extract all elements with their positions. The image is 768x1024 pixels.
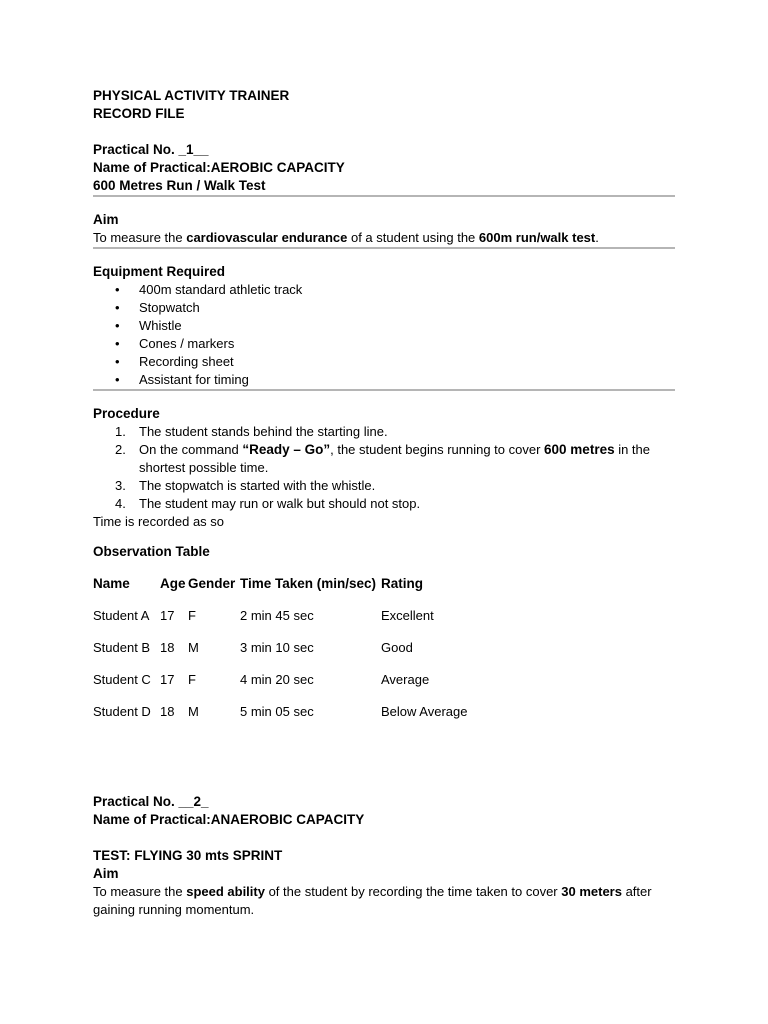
cell-time: 3 min 10 sec	[240, 640, 314, 655]
step-number: 4.	[115, 496, 126, 511]
equipment-item: Assistant for timing	[139, 372, 249, 387]
equipment-item: Stopwatch	[139, 300, 200, 315]
aim-emphasis: cardiovascular endurance	[186, 230, 348, 245]
equipment-list	[93, 281, 675, 389]
bullet-icon: •	[115, 282, 120, 297]
list-item	[93, 371, 675, 389]
aim-heading-2: Aim	[93, 866, 119, 881]
aim-text-part: after gaining running momentum.	[93, 884, 652, 917]
cell-rating: Excellent	[381, 608, 434, 623]
equipment-item: 400m standard athletic track	[139, 282, 303, 297]
procedure-step: The student stands behind the starting line.	[139, 424, 388, 439]
list-item	[93, 299, 675, 317]
cell-name: Student C	[93, 672, 151, 687]
list-item	[93, 353, 675, 371]
section-divider	[93, 247, 675, 249]
column-header-rating: Rating	[381, 576, 423, 591]
bullet-icon: •	[115, 372, 120, 387]
aim-text-part: .	[595, 230, 599, 245]
aim-text-part: To measure the	[93, 884, 187, 899]
cell-age: 18	[160, 640, 175, 655]
step-number: 2.	[115, 442, 126, 457]
aim-text-2	[93, 883, 675, 919]
cell-age: 17	[160, 608, 175, 623]
procedure-step: , the student begins running to cover	[330, 442, 545, 457]
cell-gender: F	[188, 672, 196, 687]
list-item	[93, 423, 675, 441]
observation-heading: Observation Table	[93, 544, 210, 559]
table-row	[93, 703, 468, 735]
aim-text	[93, 229, 675, 247]
procedure-step: The student may run or walk but should not stop.	[139, 496, 421, 511]
aim-emphasis: speed ability	[186, 884, 265, 899]
equipment-item: Cones / markers	[139, 336, 235, 351]
list-item	[93, 281, 675, 299]
practical-2-test: TEST: FLYING 30 mts SPRINT	[93, 848, 283, 863]
list-item	[93, 477, 675, 495]
bullet-icon: •	[115, 300, 120, 315]
table-row	[93, 671, 468, 703]
column-header-age: Age	[160, 576, 186, 591]
cell-gender: M	[188, 640, 199, 655]
list-item	[93, 441, 675, 477]
table-header-row	[93, 575, 468, 607]
practical-2-name: Name of Practical:ANAEROBIC CAPACITY	[93, 812, 365, 827]
cell-name: Student A	[93, 608, 150, 623]
procedure-heading: Procedure	[93, 406, 160, 421]
procedure-emphasis: 600 metres	[544, 442, 615, 457]
aim-text-part: To measure the	[93, 230, 187, 245]
procedure-trailing-text: Time is recorded as so	[93, 514, 225, 529]
list-item	[93, 495, 675, 513]
list-item	[93, 335, 675, 353]
procedure-list	[93, 423, 675, 513]
bullet-icon: •	[115, 318, 120, 333]
procedure-emphasis: “Ready – Go”	[242, 442, 331, 457]
cell-rating: Good	[381, 640, 413, 655]
document-title: PHYSICAL ACTIVITY TRAINER	[93, 88, 290, 103]
cell-rating: Average	[381, 672, 430, 687]
equipment-item: Recording sheet	[139, 354, 234, 369]
cell-rating: Below Average	[381, 704, 468, 719]
aim-emphasis: 30 meters	[561, 884, 622, 899]
cell-name: Student D	[93, 704, 151, 719]
section-divider	[93, 195, 675, 197]
procedure-step: in the shortest possible time.	[139, 442, 651, 475]
cell-age: 17	[160, 672, 175, 687]
bullet-icon: •	[115, 336, 120, 351]
document-subtitle: RECORD FILE	[93, 106, 185, 121]
document-content	[93, 87, 675, 919]
practical-2-number: Practical No. __2_	[93, 794, 209, 809]
procedure-step: On the command	[139, 442, 243, 457]
list-item	[93, 317, 675, 335]
aim-text-part: of the student by recording the time taken to cover	[264, 884, 562, 899]
bullet-icon: •	[115, 354, 120, 369]
observation-table	[93, 575, 468, 735]
column-header-time: Time Taken (min/sec)	[240, 576, 377, 591]
section-divider	[93, 389, 675, 391]
aim-text-part: of a student using the	[347, 230, 479, 245]
practical-1-test: 600 Metres Run / Walk Test	[93, 178, 266, 193]
practical-1-number: Practical No. _1__	[93, 142, 209, 157]
cell-time: 4 min 20 sec	[240, 672, 314, 687]
column-header-gender: Gender	[188, 576, 236, 591]
cell-time: 2 min 45 sec	[240, 608, 314, 623]
equipment-item: Whistle	[139, 318, 182, 333]
practical-1-name: Name of Practical:AEROBIC CAPACITY	[93, 160, 345, 175]
step-number: 1.	[115, 424, 126, 439]
procedure-step: The stopwatch is started with the whistle.	[139, 478, 376, 493]
aim-emphasis: 600m run/walk test	[478, 230, 596, 245]
cell-gender: F	[188, 608, 196, 623]
equipment-heading: Equipment Required	[93, 264, 226, 279]
step-number: 3.	[115, 478, 126, 493]
table-row	[93, 607, 468, 639]
cell-time: 5 min 05 sec	[240, 704, 314, 719]
aim-heading: Aim	[93, 212, 119, 227]
table-row	[93, 639, 468, 671]
column-header-name: Name	[93, 576, 130, 591]
cell-name: Student B	[93, 640, 151, 655]
cell-age: 18	[160, 704, 175, 719]
cell-gender: M	[188, 704, 199, 719]
